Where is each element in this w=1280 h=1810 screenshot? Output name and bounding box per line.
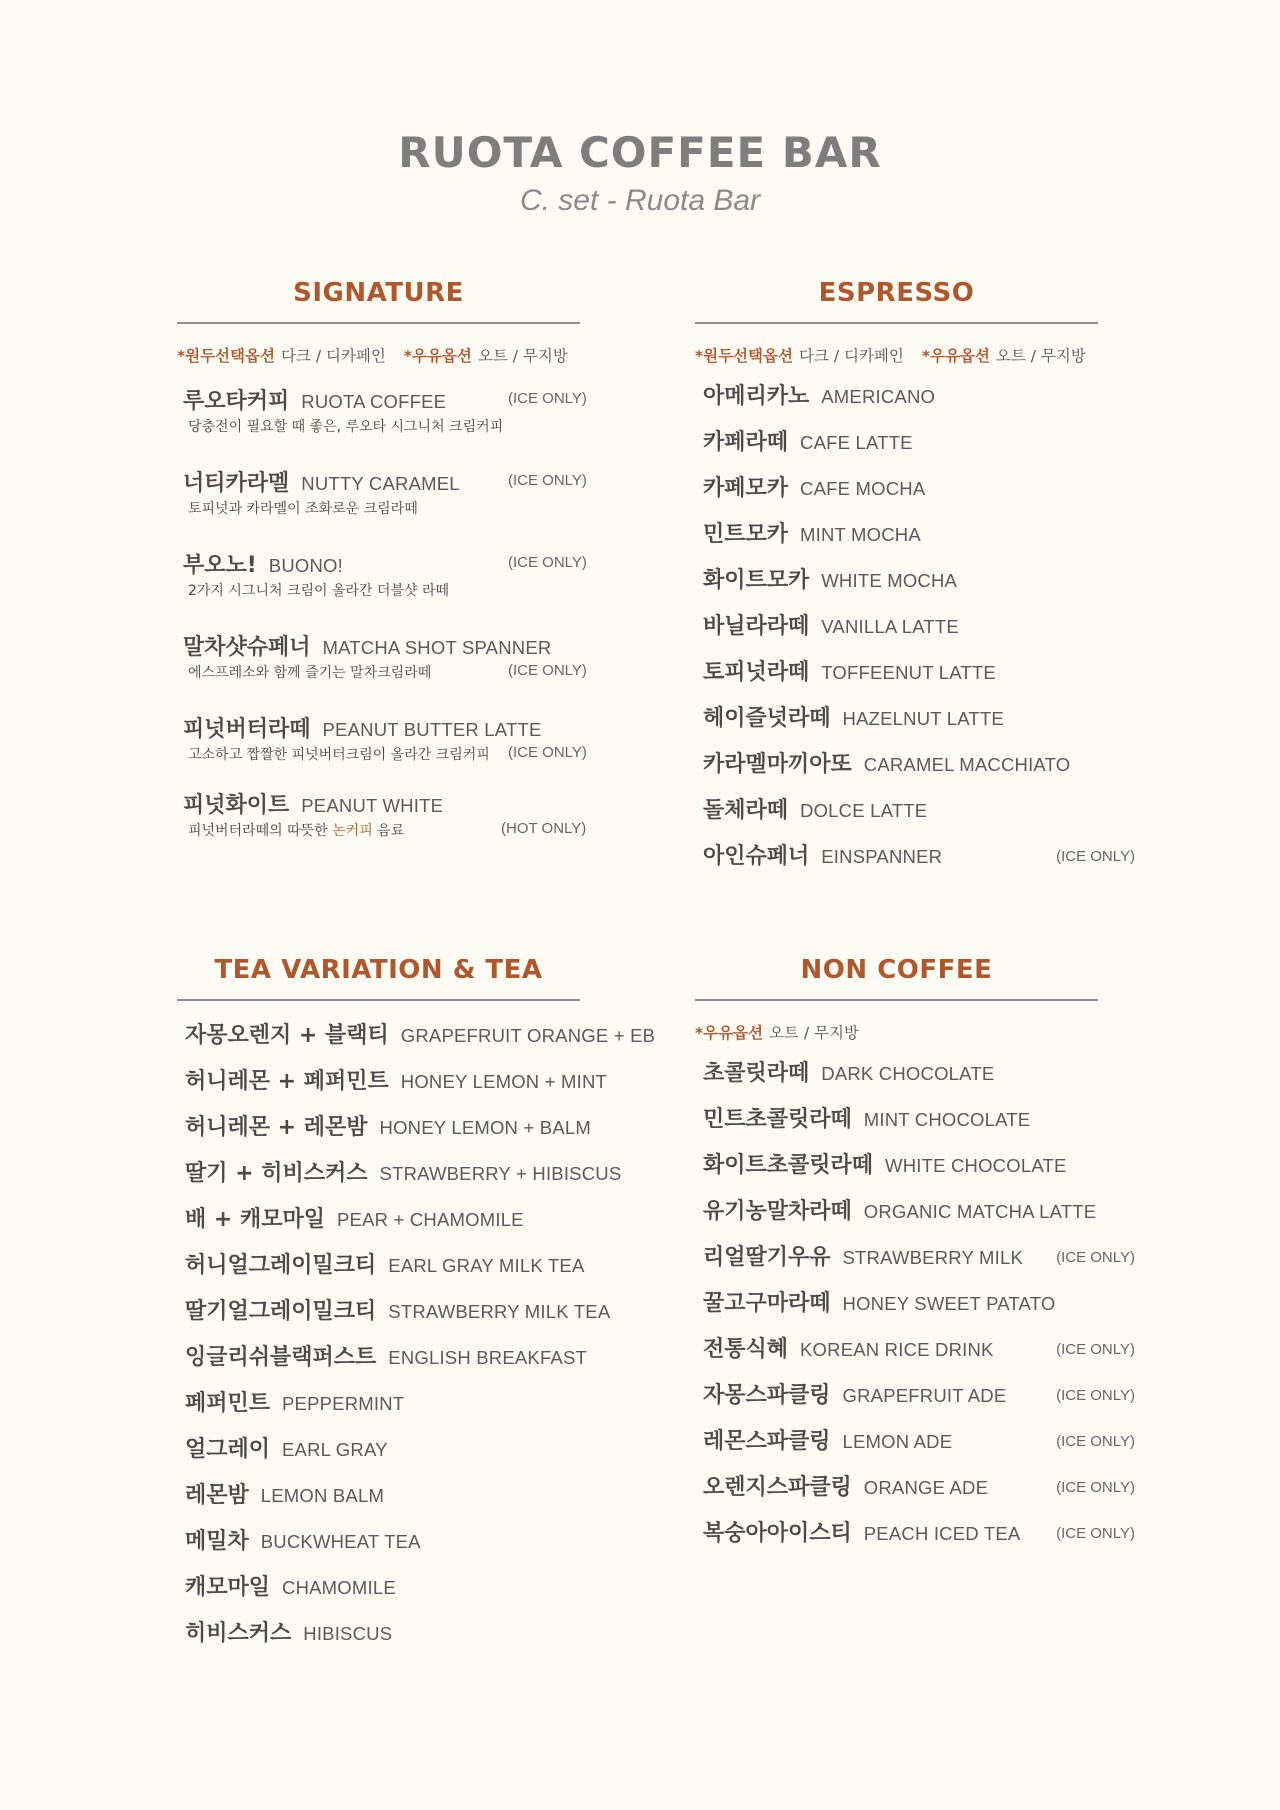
- item-name-en: CARAMEL MACCHIATO: [863, 754, 1071, 775]
- item-name-en: HONEY LEMON + MINT: [400, 1071, 608, 1092]
- item-name-ko: 바닐라라떼: [703, 614, 810, 639]
- menu-item: [185, 1381, 667, 1427]
- menu-item: [185, 1427, 667, 1473]
- item-name-ko: 딸기얼그레이밀크티: [185, 1299, 377, 1324]
- menu-item: [703, 742, 1135, 788]
- item-name-en: PEAR + CHAMOMILE: [337, 1209, 524, 1230]
- item-name-en: NUTTY CARAMEL: [301, 473, 460, 494]
- item-name-ko: 메밀차: [185, 1529, 249, 1554]
- menu-item: [703, 374, 1135, 420]
- menu-item: [703, 696, 1135, 742]
- item-name-en: EINSPANNER: [821, 846, 943, 867]
- item-name-en: LEMON ADE: [842, 1431, 953, 1452]
- item-name-ko: 민트초콜릿라떼: [703, 1107, 852, 1132]
- menu-item: [185, 1013, 667, 1059]
- tea-list: [177, 1013, 667, 1657]
- menu-item: [185, 1105, 667, 1151]
- milk-option-values: 오트 / 무지방: [477, 347, 568, 365]
- item-name-ko: 허니레몬 + 페퍼민트: [185, 1069, 389, 1094]
- item-name-en: ENGLISH BREAKFAST: [388, 1347, 588, 1368]
- item-name-ko: 오렌지스파클링: [703, 1475, 852, 1500]
- item-name-ko: 너티카라멜: [183, 471, 290, 496]
- section-espresso: [695, 278, 1135, 880]
- item-tag: (ICE ONLY): [508, 390, 587, 407]
- item-name-en: CAFE LATTE: [800, 432, 913, 453]
- item-name-en: BUONO!: [268, 555, 343, 576]
- item-name-en: MINT MOCHA: [800, 524, 921, 545]
- menu-item: [183, 384, 607, 436]
- item-name-ko: 아인슈페너: [703, 844, 810, 869]
- item-name-ko: 리얼딸기우유: [703, 1245, 831, 1270]
- item-name-en: PEANUT BUTTER LATTE: [322, 719, 542, 740]
- item-name-ko: 루오타커피: [183, 389, 290, 414]
- item-name-ko: 부오노!: [183, 553, 257, 578]
- item-tag: (ICE ONLY): [1056, 1525, 1135, 1542]
- item-name-en: RUOTA COFFEE: [301, 391, 447, 412]
- menu-item: [185, 1611, 667, 1657]
- item-name-ko: 유기농말차라떼: [703, 1199, 852, 1224]
- item-tag: (ICE ONLY): [1056, 1387, 1135, 1404]
- menu-item: [703, 1281, 1135, 1327]
- item-name-en: WHITE MOCHA: [821, 570, 958, 591]
- item-tag: (ICE ONLY): [508, 554, 587, 571]
- milk-option-label: *우유옵션: [921, 347, 990, 365]
- item-name-en: GRAPEFRUIT ORANGE + EB: [400, 1025, 656, 1046]
- menu-item: [703, 1097, 1135, 1143]
- item-name-en: DARK CHOCOLATE: [821, 1063, 995, 1084]
- menu-item: [703, 512, 1135, 558]
- item-name-ko: 꿀고구마라떼: [703, 1291, 831, 1316]
- milk-option-label: *우유옵션: [695, 1024, 763, 1042]
- item-name-ko: 전통식혜: [703, 1337, 789, 1362]
- item-tag: (ICE ONLY): [1056, 848, 1135, 865]
- item-name-ko: 얼그레이: [185, 1437, 271, 1462]
- section-heading: SIGNATURE: [177, 278, 580, 324]
- item-description: 토피넛과 카라멜이 조화로운 크림라떼: [188, 501, 418, 517]
- section-noncoffee: [695, 955, 1135, 1557]
- menu-item: [183, 788, 607, 840]
- menu-title: RUOTA COFFEE BAR: [398, 128, 882, 177]
- item-name-ko: 화이트모카: [703, 568, 810, 593]
- menu-item: [703, 1373, 1135, 1419]
- milk-option-label: *우유옵션: [403, 347, 472, 365]
- item-name-ko: 토피넛라떼: [703, 660, 810, 685]
- item-name-ko: 초콜릿라떼: [703, 1061, 810, 1086]
- bean-option-label: *원두선택옵션: [177, 347, 275, 365]
- item-name-ko: 화이트초콜릿라떼: [703, 1153, 874, 1178]
- section-heading: NON COFFEE: [695, 955, 1098, 1001]
- item-name-en: ORGANIC MATCHA LATTE: [863, 1201, 1097, 1222]
- menu-item: [703, 558, 1135, 604]
- item-name-en: VANILLA LATTE: [821, 616, 959, 637]
- menu-item: [185, 1059, 667, 1105]
- menu-item: [703, 1511, 1135, 1557]
- bean-option-values: 다크 / 디카페인: [280, 347, 386, 365]
- menu-subtitle: C. set - Ruota Bar: [519, 184, 761, 217]
- item-name-ko: 피넛화이트: [183, 793, 290, 818]
- item-name-en: HAZELNUT LATTE: [842, 708, 1004, 729]
- item-tag: (ICE ONLY): [1056, 1479, 1135, 1496]
- item-name-en: ORANGE ADE: [863, 1477, 989, 1498]
- item-name-en: TOFFEENUT LATTE: [821, 662, 996, 683]
- menu-item: [703, 1465, 1135, 1511]
- option-line: [177, 344, 607, 366]
- menu-item: [185, 1565, 667, 1611]
- item-name-en: STRAWBERRY + HIBISCUS: [379, 1163, 622, 1184]
- item-name-en: BUCKWHEAT TEA: [260, 1531, 421, 1552]
- item-name-en: EARL GRAY MILK TEA: [388, 1255, 585, 1276]
- item-tag: (ICE ONLY): [1056, 1249, 1135, 1266]
- item-name-en: WHITE CHOCOLATE: [885, 1155, 1067, 1176]
- item-name-ko: 카페라떼: [703, 430, 789, 455]
- item-name-ko: 헤이즐넛라떼: [703, 706, 831, 731]
- item-name-en: PEPPERMINT: [282, 1393, 405, 1414]
- item-name-en: MATCHA SHOT SPANNER: [322, 637, 552, 658]
- item-tag: (ICE ONLY): [508, 744, 587, 761]
- item-name-en: EARL GRAY: [282, 1439, 388, 1460]
- item-description: 2가지 시그니처 크림이 올라간 더블샷 라떼: [188, 583, 450, 599]
- item-name-en: CHAMOMILE: [282, 1577, 396, 1598]
- menu-item: [703, 604, 1135, 650]
- item-name-en: AMERICANO: [821, 386, 936, 407]
- menu-item: [185, 1243, 667, 1289]
- section-signature: [177, 278, 607, 840]
- menu-item: [183, 466, 607, 518]
- item-name-en: MINT CHOCOLATE: [863, 1109, 1031, 1130]
- menu-item: [703, 1051, 1135, 1097]
- section-heading: TEA VARIATION & TEA: [177, 955, 580, 1001]
- item-name-ko: 민트모카: [703, 522, 789, 547]
- menu-item: [703, 1419, 1135, 1465]
- menu-item: [185, 1151, 667, 1197]
- item-name-ko: 허니얼그레이밀크티: [185, 1253, 377, 1278]
- bean-option-label: *원두선택옵션: [695, 347, 793, 365]
- item-name-ko: 카페모카: [703, 476, 789, 501]
- item-name-ko: 레몬스파클링: [703, 1429, 831, 1454]
- menu-item: [183, 630, 607, 682]
- menu-item: [183, 712, 607, 764]
- option-line: [695, 1021, 1135, 1043]
- item-name-en: KOREAN RICE DRINK: [800, 1339, 994, 1360]
- menu-item: [703, 788, 1135, 834]
- milk-option-values: 오트 / 무지방: [769, 1024, 859, 1042]
- section-heading: ESPRESSO: [695, 278, 1098, 324]
- menu-item: [183, 548, 607, 600]
- menu-item: [185, 1197, 667, 1243]
- item-name-en: PEACH ICED TEA: [863, 1523, 1021, 1544]
- milk-option-values: 오트 / 무지방: [995, 347, 1086, 365]
- menu-item: [703, 1143, 1135, 1189]
- menu-item: [185, 1473, 667, 1519]
- item-tag: (HOT ONLY): [501, 820, 587, 837]
- item-name-ko: 카라멜마끼아또: [703, 752, 852, 777]
- item-name-ko: 페퍼민트: [185, 1391, 271, 1416]
- menu-item: [185, 1519, 667, 1565]
- item-name-en: STRAWBERRY MILK TEA: [388, 1301, 611, 1322]
- menu-item: [703, 1189, 1135, 1235]
- noncoffee-list: [695, 1051, 1135, 1557]
- menu-item: [185, 1289, 667, 1335]
- item-name-ko: 배 + 캐모마일: [185, 1207, 326, 1232]
- item-tag: (ICE ONLY): [508, 662, 587, 679]
- item-name-ko: 아메리카노: [703, 384, 810, 409]
- item-name-en: HONEY SWEET PATATO: [842, 1293, 1056, 1314]
- menu-item: [703, 420, 1135, 466]
- item-name-en: GRAPEFRUIT ADE: [842, 1385, 1007, 1406]
- item-name-ko: 자몽오렌지 + 블랙티: [185, 1023, 389, 1048]
- highlight-text: 논커피: [332, 823, 373, 839]
- item-name-ko: 허니레몬 + 레몬밤: [185, 1115, 368, 1140]
- item-name-en: HIBISCUS: [303, 1623, 393, 1644]
- item-tag: (ICE ONLY): [1056, 1433, 1135, 1450]
- item-name-en: DOLCE LATTE: [800, 800, 928, 821]
- item-name-en: LEMON BALM: [260, 1485, 385, 1506]
- menu-item: [703, 834, 1135, 880]
- item-description: 피넛버터라떼의 따뜻한 논커피 음료: [188, 823, 405, 839]
- option-line: [695, 344, 1135, 366]
- item-name-ko: 자몽스파클링: [703, 1383, 831, 1408]
- espresso-list: [695, 374, 1135, 880]
- item-name-en: STRAWBERRY MILK: [842, 1247, 1024, 1268]
- item-name-ko: 돌체라떼: [703, 798, 789, 823]
- item-name-ko: 잉글리쉬블랙퍼스트: [185, 1345, 377, 1370]
- bean-option-values: 다크 / 디카페인: [798, 347, 904, 365]
- menu-item: [703, 466, 1135, 512]
- item-name-ko: 딸기 + 히비스커스: [185, 1161, 368, 1186]
- item-name-en: HONEY LEMON + BALM: [379, 1117, 591, 1138]
- item-tag: (ICE ONLY): [1056, 1341, 1135, 1358]
- item-name-en: PEANUT WHITE: [301, 795, 444, 816]
- item-name-ko: 레몬밤: [185, 1483, 249, 1508]
- menu-item: [703, 1235, 1135, 1281]
- section-tea: [177, 955, 667, 1657]
- item-description: 에스프레소와 함께 즐기는 말차크림라떼: [188, 665, 432, 681]
- menu-item: [185, 1335, 667, 1381]
- menu-item: [703, 650, 1135, 696]
- item-name-ko: 피넛버터라떼: [183, 717, 311, 742]
- item-name-en: CAFE MOCHA: [800, 478, 926, 499]
- item-description: 당충전이 필요할 때 좋은, 루오타 시그니처 크림커피: [188, 419, 504, 435]
- menu-item: [703, 1327, 1135, 1373]
- item-name-ko: 캐모마일: [185, 1575, 271, 1600]
- item-name-ko: 복숭아아이스티: [703, 1521, 852, 1546]
- item-description: 고소하고 짭짤한 피넛버터크림이 올라간 크림커피: [188, 747, 490, 763]
- item-name-ko: 히비스커스: [185, 1621, 292, 1646]
- item-name-ko: 말차샷슈페너: [183, 635, 311, 660]
- item-tag: (ICE ONLY): [508, 472, 587, 489]
